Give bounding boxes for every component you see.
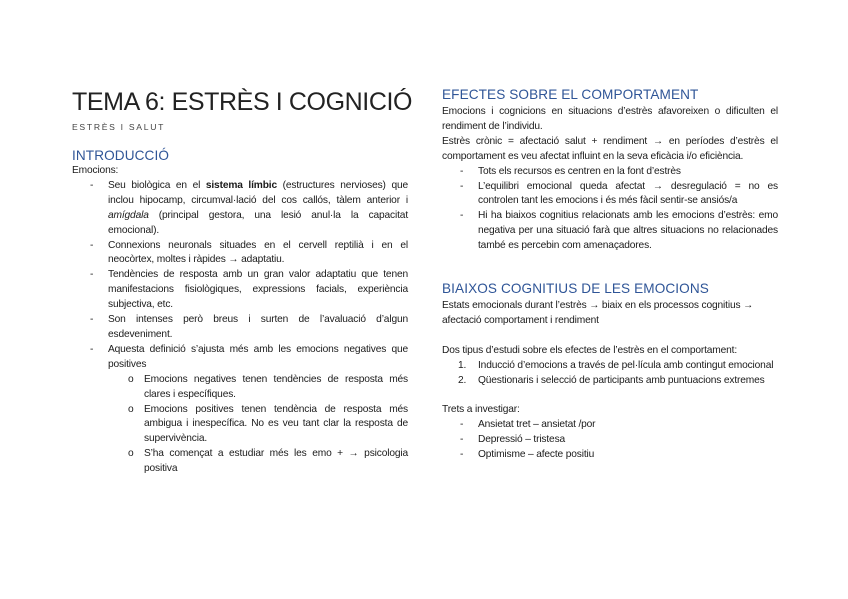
biases-body: [442, 299, 778, 463]
numbered-item: 2. Qüestionaris i selecció de participants amb puntuacions extremes: [442, 374, 778, 389]
number-marker: 1.: [458, 359, 467, 371]
list-item: - Hi ha biaixos cognitius relacionats amb les emocions d’estrès: emo negativa per una situació farà que altres situacions no relacionades també es percebin com amenaçadores.: [460, 210, 778, 252]
dash-marker: -: [460, 210, 464, 222]
list-item: - Tendències de resposta amb un gran valor adaptatiu que tenen manifestacions fisiològiques, expressions facials, experiència subjectiva, etc.: [90, 269, 408, 311]
circle-marker: o: [128, 448, 134, 460]
list-item: - Seu biològica en el sistema límbic (estructures nervioses) que inclou hipocamp, circumval·lació del cos callós, tàlem anterior i amígdala (principal gestora, una lesió anul·la la capacitat emocional).: [90, 179, 408, 236]
effects-heading: EFECTES SOBRE EL COMPORTAMENT: [442, 87, 699, 102]
number-marker: 2.: [458, 374, 467, 386]
dash-marker: -: [460, 419, 464, 431]
traits-label: Trets a investigar:: [442, 404, 520, 416]
dash-marker: -: [90, 239, 94, 251]
italic-term: amígdala: [108, 209, 149, 221]
emotions-list: [72, 179, 408, 477]
dash-marker: -: [460, 449, 464, 461]
list-item: - Depressió – tristesa: [442, 433, 778, 448]
effects-body: [442, 105, 778, 254]
dash-marker: -: [460, 165, 464, 177]
circle-marker: o: [128, 373, 134, 385]
dash-marker: -: [90, 269, 94, 281]
list-item: - Connexions neuronals situades en el cervell reptilià i en el neocòrtex, moltes i ràpides → adaptatiu.: [90, 239, 408, 266]
sub-list-item: o S’ha començat a estudiar més les emo + → psicologia positiva: [128, 448, 408, 475]
biases-paragraph-2: Dos tipus d’estudi sobre els efectes de l’estrès en el comportament:: [442, 344, 738, 356]
sub-list-item: o Emocions positives tenen tendència de resposta més ambigua i inespecífica. No es veu tant clar la resposta de supervivència.: [128, 403, 408, 445]
page-title: TEMA 6: ESTRÈS I COGNICIÓ: [72, 88, 413, 116]
list-item: - L’equilibri emocional queda afectat → desregulació = no es controlen tant les emocions i és més fàcil sentir-se ansiós/a: [460, 180, 778, 207]
introduction-heading: INTRODUCCIÓ: [72, 148, 170, 163]
effects-list: [442, 165, 778, 254]
dash-marker: -: [90, 314, 94, 326]
list-item: - Optimisme – afecte positiu: [442, 448, 778, 463]
emotions-label: Emocions:: [72, 165, 119, 176]
list-item: - Son intenses però breus i surten de l’avaluació d’algun esdeveniment.: [90, 314, 408, 340]
effects-paragraph-2: Estrès crònic = afectació salut + rendiment → en períodes d’estrès el comportament es veu afectat influint en la seva eficàcia i/o eficiència.: [442, 135, 778, 162]
introduction-body: [72, 164, 408, 477]
sub-list-item: o Emocions negatives tenen tendències de resposta més clares i específiques.: [128, 373, 408, 400]
list-item: - Ansietat tret – ansietat /por: [442, 418, 778, 433]
circle-marker: o: [128, 403, 134, 415]
list-item: - Tots els recursos es centren en la font d’estrès: [442, 165, 778, 180]
biases-paragraph-1: Estats emocionals durant l’estrès → biaix en els processos cognitius → afectació comportament i rendiment: [442, 300, 754, 326]
biases-heading: BIAIXOS COGNITIUS DE LES EMOCIONS: [442, 281, 709, 296]
dash-marker: -: [90, 343, 94, 355]
traits-list: [442, 418, 778, 463]
dash-marker: -: [90, 179, 94, 191]
bold-term: sistema límbic: [205, 179, 277, 191]
list-item: - Aquesta definició s’ajusta més amb les emocions negatives que positives o Emocions negatives tenen tendències de resposta més clares i específiques. o Emocions positives tenen tendència de resposta més ambigua i inespecífica. No es veu tant clar la resposta de supervivència. o S’ha començat a estudiar més les emo + → psicologia positiva: [72, 343, 408, 477]
page-subtitle: ESTRÈS I SALUT: [72, 122, 166, 132]
sub-list: [72, 373, 408, 477]
dash-marker: -: [460, 434, 464, 446]
effects-paragraph-1: Emocions i cognicions en situacions d’estrès afavoreixen o dificulten el rendiment de l’individu.: [442, 106, 778, 132]
dash-marker: -: [460, 180, 464, 192]
numbered-item: 1. Inducció d’emocions a través de pel·lícula amb contingut emocional: [442, 359, 778, 374]
study-types-list: [442, 359, 778, 389]
